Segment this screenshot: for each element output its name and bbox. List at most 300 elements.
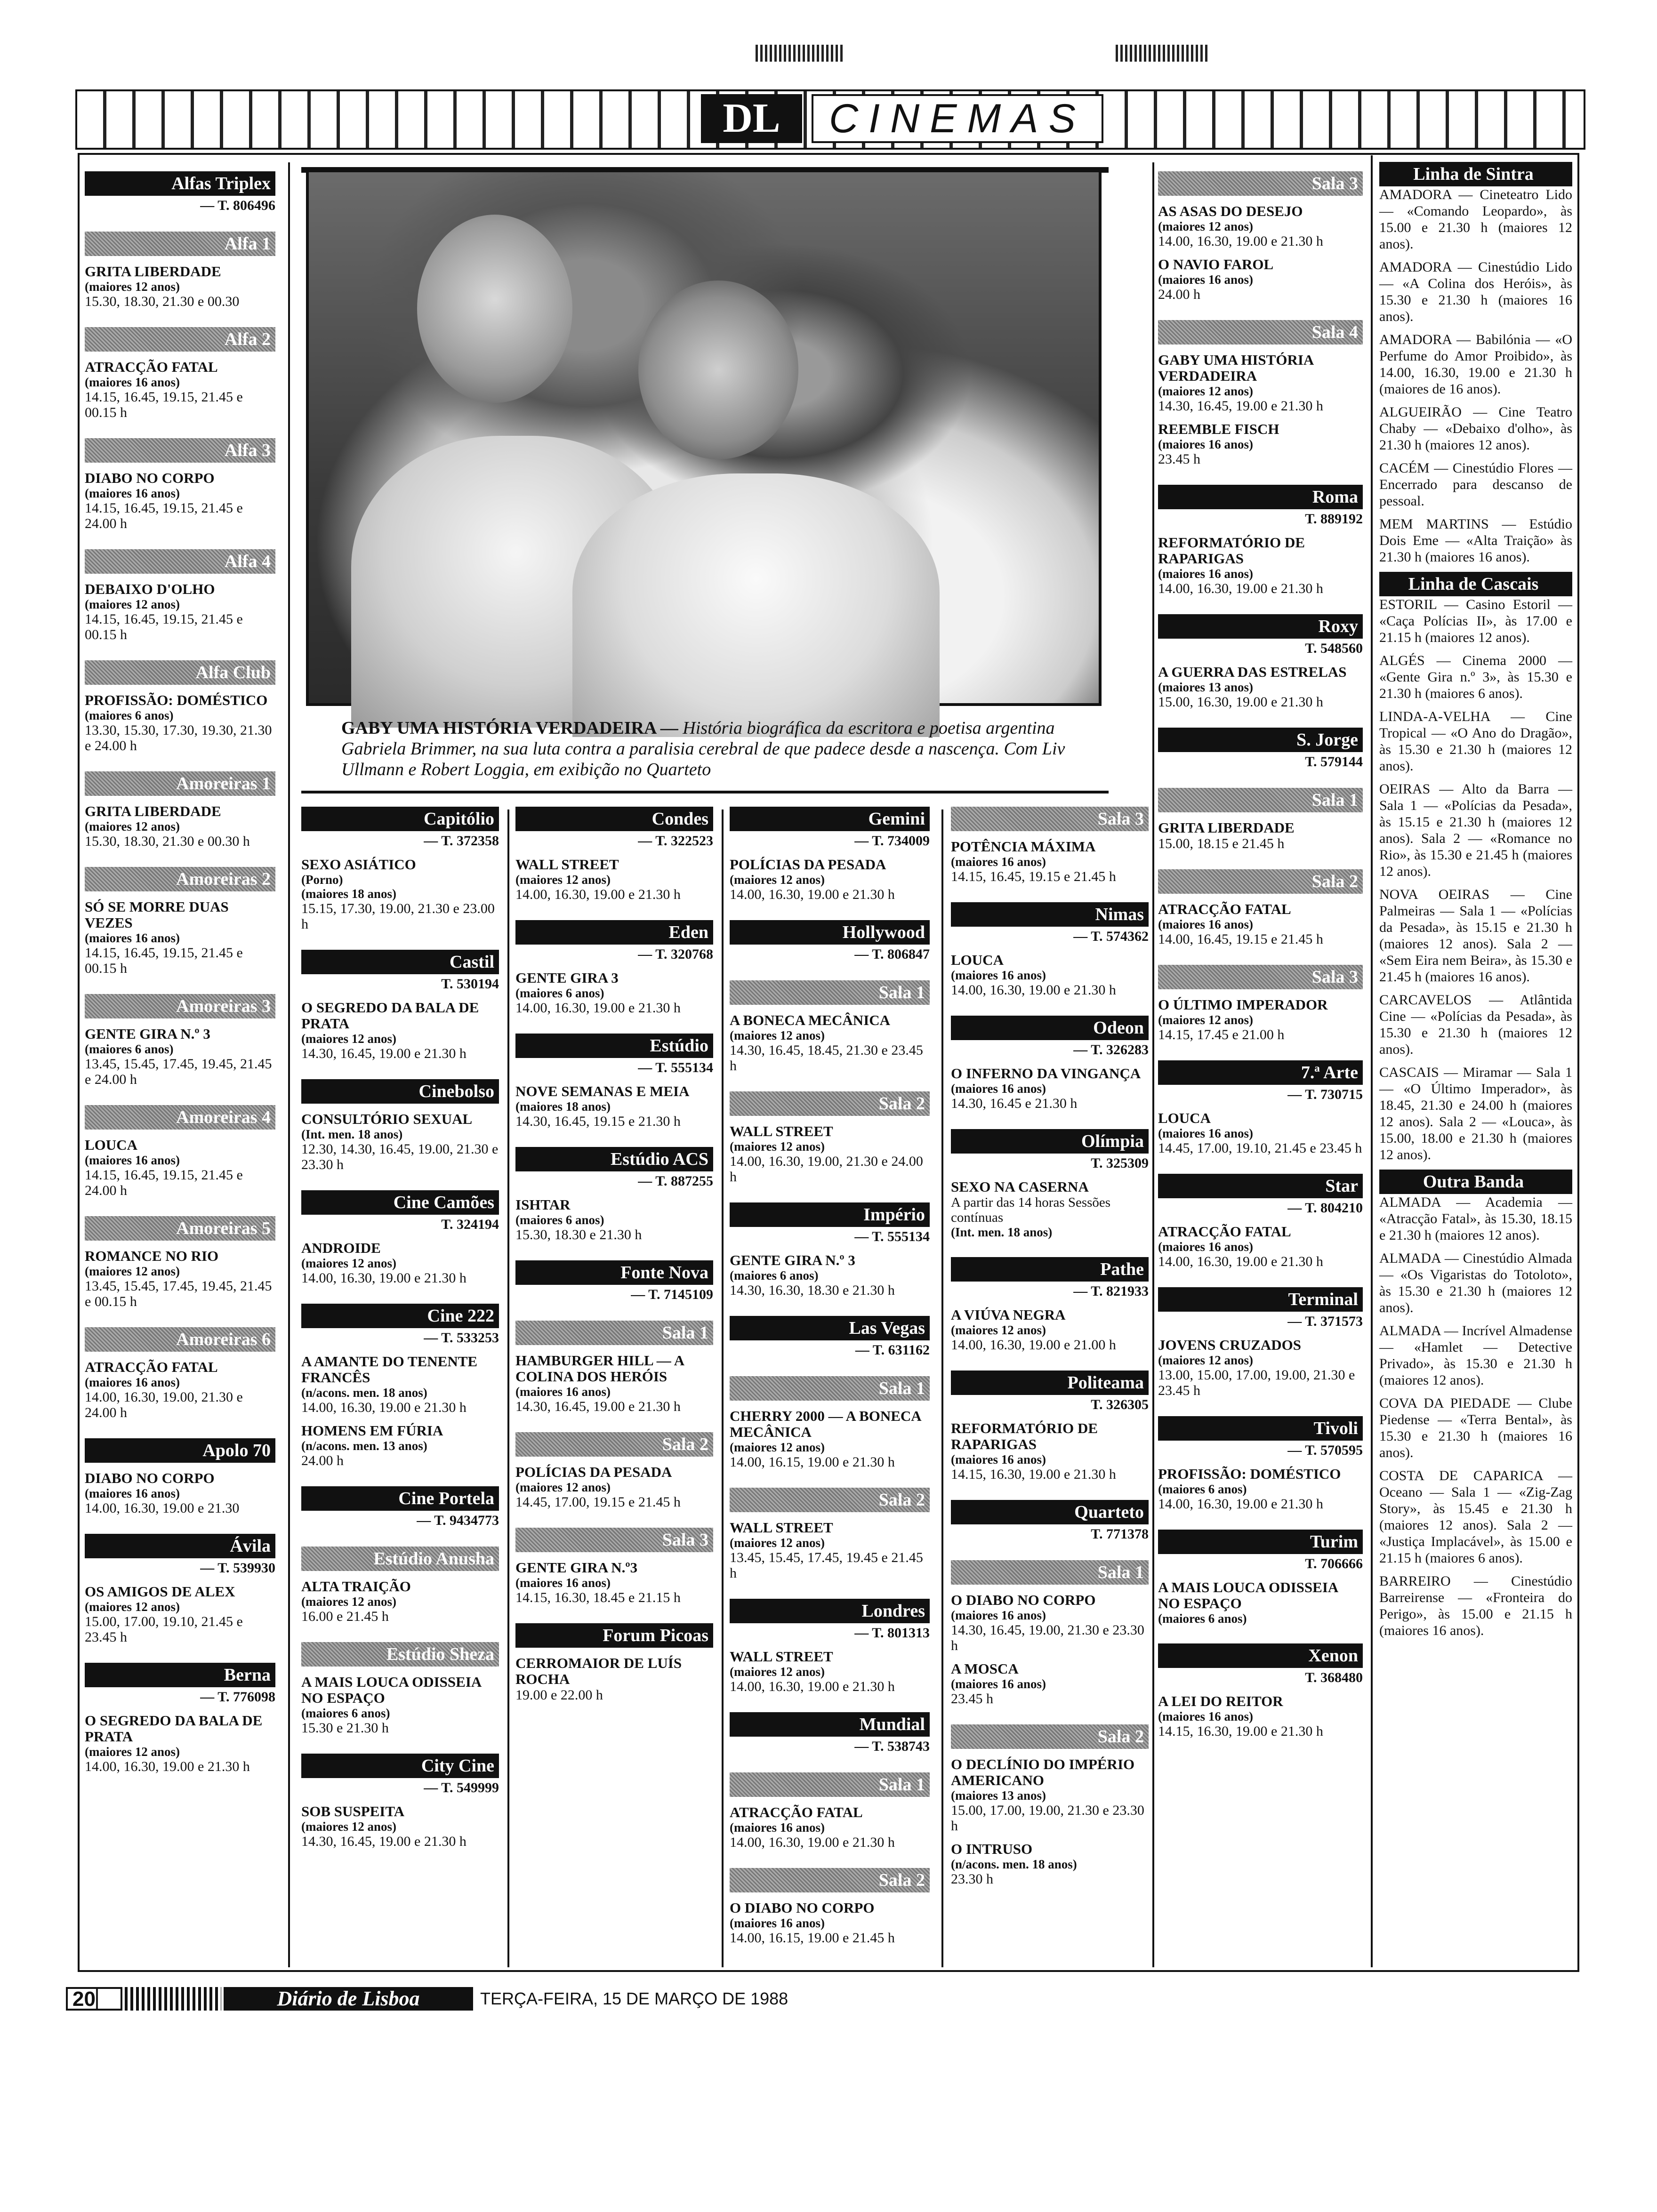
showtimes: 16.00 e 21.45 h xyxy=(301,1609,389,1624)
cinema-phone: T. 324194 xyxy=(441,1217,499,1232)
cinema-name: Sala 3 xyxy=(1158,965,1363,989)
film-title: O DIABO NO CORPO xyxy=(951,1592,1096,1608)
cinema-phone: — T. 555134 xyxy=(638,1060,713,1075)
film-title: A VIÚVA NEGRA xyxy=(951,1306,1066,1323)
cinema-name: Sala 1 xyxy=(730,1376,930,1401)
film-title: O INFERNO DA VINGANÇA xyxy=(951,1065,1141,1082)
cinema-name: City Cine xyxy=(301,1754,499,1778)
age-rating: (maiores 16 anos) xyxy=(1158,567,1253,581)
age-rating: (maiores 12 anos) xyxy=(85,819,180,834)
regional-listing: AMADORA — Cineteatro Lido — «Comando Leopardo», às 15.00 e 21.30 h (maiores 12 anos). xyxy=(1379,187,1572,252)
age-rating: (maiores 12 anos) xyxy=(1158,384,1253,398)
cinema-phone: — T. 320768 xyxy=(638,946,713,962)
age-rating: (n/acons. men. 18 anos) xyxy=(951,1857,1077,1871)
age-rating: (maiores 16 anos) xyxy=(951,1677,1046,1691)
showtimes: 14.30, 16.30, 18.30 e 21.30 h xyxy=(730,1282,895,1298)
masthead-logo: DL xyxy=(701,94,802,143)
cinema-phone: — T. 7145109 xyxy=(631,1287,713,1302)
cinema-listing xyxy=(515,807,713,902)
cinema-phone: — T. 730715 xyxy=(1287,1087,1363,1102)
cinema-name: Gemini xyxy=(730,807,930,831)
cinema-name: 7.ª Arte xyxy=(1158,1060,1363,1085)
cinema-name: Nimas xyxy=(951,902,1149,927)
cinema-listing xyxy=(1158,614,1363,710)
film-title: GENTE GIRA N.º 3 xyxy=(85,1026,210,1042)
cinema-name: Alfa Club xyxy=(85,660,275,685)
cinema-name: Sala 1 xyxy=(730,1772,930,1797)
top-barcode-left xyxy=(756,45,845,62)
showtimes: 14.15, 17.45 e 21.00 h xyxy=(1158,1027,1285,1042)
film-title: NOVE SEMANAS E MEIA xyxy=(515,1083,690,1099)
film-title: O NAVIO FAROL xyxy=(1158,256,1274,272)
showtimes: 14.30, 16.45, 18.45, 21.30 e 23.45 h xyxy=(730,1042,923,1074)
age-rating: (maiores 6 anos) xyxy=(85,708,174,722)
age-rating: (maiores 13 anos) xyxy=(1158,680,1253,694)
age-rating: (maiores 16 anos) xyxy=(85,486,180,500)
showtimes: 14.00, 16.30, 19.00 e 21.30 h xyxy=(1158,581,1323,596)
age-rating: (maiores 12 anos) xyxy=(515,873,611,887)
cinema-name: Sala 2 xyxy=(515,1432,713,1457)
film-title: SEXO NA CASERNA xyxy=(951,1178,1089,1195)
showtimes: 15.15, 17.30, 19.00, 21.30 e 23.00 h xyxy=(301,901,495,932)
cinema-name: Sala 1 xyxy=(951,1560,1149,1585)
film-title: A AMANTE DO TENENTE FRANCÊS xyxy=(301,1353,478,1386)
showtimes: 14.00, 16.30, 19.00 e 21.30 h xyxy=(85,1759,250,1774)
cinema-name: Império xyxy=(730,1202,930,1227)
showtimes: 14.15, 16.45, 19.15 e 21.45 h xyxy=(951,869,1116,884)
regional-listing: OEIRAS — Alto da Barra — Sala 1 — «Polícias da Pesada», às 15.15 e 21.30 h (maiores 12 anos). Sala 2 — «Romance no Rio», às 15.30 e 21.45 h (maiores 12 anos). xyxy=(1379,781,1572,879)
cinema-name: Londres xyxy=(730,1599,930,1623)
showtimes: 14.00, 16.30, 19.00 e 21.30 h xyxy=(951,982,1116,998)
cinema-name: Turim xyxy=(1158,1530,1363,1554)
cinema-listing xyxy=(85,1663,275,1774)
cinema-listing xyxy=(730,807,930,902)
age-rating: (maiores 16 anos) xyxy=(85,931,180,945)
age-rating: (maiores 12 anos) xyxy=(85,1600,180,1614)
showtimes: 14.15, 16.45, 19.15, 21.45 e 00.15 h xyxy=(85,611,243,642)
footer-rule xyxy=(125,1987,221,2011)
showtimes: 14.15, 16.45, 19.15, 21.45 e 24.00 h xyxy=(85,1167,243,1198)
cinema-listing xyxy=(730,1376,930,1470)
cinema-name: S. Jorge xyxy=(1158,728,1363,752)
regional-listing: BARREIRO — Cinestúdio Barreirense — «Fronteira do Perigo», às 15.00 e 21.15 h (maiores 16 anos). xyxy=(1379,1573,1572,1638)
film-title: CHERRY 2000 — A BONECA MECÂNICA xyxy=(730,1408,921,1440)
cinema-phone: — T. 538743 xyxy=(854,1739,930,1754)
showtimes: 14.45, 17.00, 19.15 e 21.45 h xyxy=(515,1494,681,1510)
photo-bottom-rule xyxy=(301,791,1109,793)
showtimes: 14.00, 16.30, 19.00, 21.30 e 24.00 h xyxy=(85,1389,243,1420)
age-rating: (maiores 16 anos) xyxy=(1158,1126,1253,1140)
cinema-name: Apolo 70 xyxy=(85,1438,275,1463)
showtimes: 24.00 h xyxy=(301,1453,344,1468)
cinema-name: Capitólio xyxy=(301,807,499,831)
cinema-listing xyxy=(515,920,713,1016)
cinema-phone: T. 706666 xyxy=(1305,1556,1363,1571)
cinema-name: Cine Camões xyxy=(301,1190,499,1215)
column-divider xyxy=(1152,162,1154,1967)
column-2 xyxy=(301,800,499,1867)
showtimes: 12.30, 14.30, 16.45, 19.00, 21.30 e 23.30 h xyxy=(301,1141,499,1172)
film-title: A MOSCA xyxy=(951,1660,1019,1677)
film-title: WALL STREET xyxy=(515,856,619,873)
age-rating: (maiores 16 anos) xyxy=(951,1082,1046,1096)
cinema-name: Estúdio xyxy=(515,1034,713,1058)
cinema-phone: T. 368480 xyxy=(1305,1670,1363,1685)
age-rating: (maiores 6 anos) xyxy=(1158,1482,1247,1496)
cinema-listing xyxy=(730,1202,930,1298)
cinema-phone: — T. 371573 xyxy=(1287,1314,1363,1329)
film-title: SEXO ASIÁTICO xyxy=(301,856,416,873)
cinema-name: Quarteto xyxy=(951,1500,1149,1524)
cinema-listing xyxy=(85,1216,275,1309)
showtimes: 14.00, 16.30, 19.00 e 21.30 h xyxy=(515,887,681,902)
age-rating: (maiores 12 anos) xyxy=(1158,219,1253,233)
cinema-listing xyxy=(951,1500,1149,1542)
showtimes: 15.30, 18.30, 21.30 e 00.30 h xyxy=(85,834,250,849)
cinema-listing xyxy=(1158,728,1363,770)
film-title: CONSULTÓRIO SEXUAL xyxy=(301,1111,473,1127)
cinema-listing xyxy=(85,994,275,1087)
cinema-name: Alfas Triplex xyxy=(85,171,275,196)
newspaper-name: Diário de Lisboa xyxy=(224,1987,473,2011)
caption-title: GABY UMA HISTÓRIA VERDADEIRA — xyxy=(341,718,678,738)
cinema-name: Forum Picoas xyxy=(515,1623,713,1648)
cinema-name: Mundial xyxy=(730,1712,930,1737)
showtimes: 14.15, 16.30, 19.00 e 21.30 h xyxy=(1158,1723,1323,1739)
cinema-name: Sala 1 xyxy=(515,1321,713,1345)
cinema-listing xyxy=(951,1560,1149,1707)
cinema-listing xyxy=(301,1547,499,1624)
region-header-sintra: Linha de Sintra xyxy=(1379,162,1572,186)
film-title: OS AMIGOS DE ALEX xyxy=(85,1583,235,1600)
regional-listing: AMADORA — Cinestúdio Lido — «A Colina dos Heróis», às 15.30 e 21.30 h (maiores 16 anos). xyxy=(1379,259,1572,324)
age-rating: (maiores 12 anos) xyxy=(85,1745,180,1759)
column-7 xyxy=(1379,155,1572,1645)
photo-figure-left xyxy=(417,215,572,403)
cinema-listing xyxy=(515,1260,713,1303)
cinema-name: Sala 2 xyxy=(730,1091,930,1116)
section-title: CINEMAS xyxy=(812,94,1103,143)
cinema-name: Las Vegas xyxy=(730,1316,930,1340)
cinema-name: Alfa 1 xyxy=(85,232,275,256)
film-title: AS ASAS DO DESEJO xyxy=(1158,203,1303,219)
cinema-name: Sala 1 xyxy=(1158,788,1363,812)
cinema-listing xyxy=(85,660,275,753)
cinema-listing xyxy=(1158,1643,1363,1739)
issue-date: TERÇA-FEIRA, 15 DE MARÇO DE 1988 xyxy=(480,1989,788,2008)
age-rating: (maiores 12 anos) xyxy=(730,1139,825,1154)
showtimes: 14.30, 16.45, 19.00 e 21.30 h xyxy=(301,1834,467,1849)
cinema-listing xyxy=(730,1772,930,1850)
column-divider xyxy=(288,162,290,1967)
showtimes: 15.30, 18.30, 21.30 e 00.30 xyxy=(85,294,240,309)
showtimes: 14.15, 16.30, 19.00 e 21.30 h xyxy=(951,1467,1116,1482)
film-title: ATRACÇÃO FATAL xyxy=(730,1804,863,1820)
column-5 xyxy=(951,800,1149,1905)
showtimes: 14.00, 16.30, 19.00 e 21.30 h xyxy=(515,1000,681,1016)
showtimes: 13.45, 15.45, 17.45, 19.45, 21.45 e 24.00 h xyxy=(85,1056,272,1087)
cinema-listing xyxy=(515,1321,713,1414)
photo-figure-right xyxy=(638,281,798,459)
film-title: ATRACÇÃO FATAL xyxy=(1158,901,1291,917)
cinema-name: Alfa 2 xyxy=(85,327,275,352)
column-divider xyxy=(941,809,943,1967)
showtimes: 13.30, 15.30, 17.30, 19.30, 21.30 e 24.00 h xyxy=(85,722,272,753)
cinema-listing xyxy=(85,549,275,642)
regional-listing: CASCAIS — Miramar — Sala 1 — «O Último Imperador», às 18.45, 21.30 e 24.00 h (maiores 12 anos). Sala 2 — «Louca», às 15.00, 18.00 e 21.30 h (maiores 12 anos). xyxy=(1379,1065,1572,1162)
age-rating: (Int. men. 18 anos) xyxy=(301,1127,403,1141)
age-rating: (maiores 12 anos) xyxy=(730,873,825,887)
age-rating: (maiores 18 anos) xyxy=(301,887,396,901)
film-title: A GUERRA DAS ESTRELAS xyxy=(1158,664,1347,680)
cinema-name: Olímpia xyxy=(951,1129,1149,1154)
age-rating: (maiores 12 anos) xyxy=(301,1595,396,1609)
regional-listing: NOVA OEIRAS — Cine Palmeiras — Sala 1 — «Polícias da Pesada», às 15.15 e 21.30 h (maiores 12 anos). Sala 2 — «Sem Eira nem Beira», às 15.30 e 21.45 h (maiores 16 anos). xyxy=(1379,887,1572,985)
showtimes: 15.30, 18.30 e 21.30 h xyxy=(515,1227,642,1242)
cinema-listing xyxy=(85,1327,275,1420)
cinema-name: Politeama xyxy=(951,1370,1149,1395)
regional-listing: COVA DA PIEDADE — Clube Piedense — «Terra Bental», às 15.30 e 21.30 h (maiores 16 anos). xyxy=(1379,1395,1572,1460)
page-number: 20 xyxy=(66,1987,122,2011)
film-title: PROFISSÃO: DOMÉSTICO xyxy=(1158,1466,1341,1482)
age-rating: (maiores 16 anos) xyxy=(515,1385,611,1399)
age-rating: (maiores 6 anos) xyxy=(301,1706,390,1720)
session-note: A partir das 14 horas Sessões contínuas xyxy=(951,1195,1111,1225)
cinema-name: Cine Portela xyxy=(301,1486,499,1511)
film-title: JOVENS CRUZADOS xyxy=(1158,1337,1302,1353)
film-title: HAMBURGER HILL — A COLINA DOS HERÓIS xyxy=(515,1352,684,1385)
showtimes: 14.30, 16.45, 19.00 e 21.30 h xyxy=(301,1046,467,1061)
top-barcode-right xyxy=(1116,45,1207,62)
cinema-name: Terminal xyxy=(1158,1287,1363,1312)
cinema-listing xyxy=(301,950,499,1061)
cinema-phone: T. 325309 xyxy=(1091,1155,1149,1171)
film-title: O INTRUSO xyxy=(951,1841,1033,1857)
age-rating: (maiores 16 anos) xyxy=(730,1820,825,1835)
cinema-listing xyxy=(301,1079,499,1172)
cinema-name: Odeon xyxy=(951,1016,1149,1040)
film-title: POTÊNCIA MÁXIMA xyxy=(951,838,1096,855)
age-rating: (maiores 16 anos) xyxy=(85,1375,180,1389)
showtimes: 14.00, 16.30, 19.00 e 21.30 h xyxy=(730,1679,895,1694)
cinema-phone: — T. 372358 xyxy=(424,833,499,849)
cinema-listing xyxy=(730,1316,930,1358)
film-title: DIABO NO CORPO xyxy=(85,1470,215,1486)
cinema-name: Roma xyxy=(1158,485,1363,509)
film-still-photo xyxy=(306,169,1102,706)
cinema-name: Tivoli xyxy=(1158,1416,1363,1441)
cinema-name: Cine 222 xyxy=(301,1304,499,1328)
showtimes: 23.45 h xyxy=(951,1691,993,1707)
cinema-listing xyxy=(951,1257,1149,1353)
film-title: A BONECA MECÂNICA xyxy=(730,1012,891,1028)
cinema-listing xyxy=(515,1528,713,1605)
cinema-listing xyxy=(1158,965,1363,1042)
cinema-name: Sala 3 xyxy=(951,807,1149,831)
showtimes: 13.00, 15.00, 17.00, 19.00, 21.30 e 23.45 h xyxy=(1158,1367,1355,1398)
age-rating: (maiores 16 anos) xyxy=(85,1486,180,1500)
showtimes: 14.15, 16.30, 18.45 e 21.15 h xyxy=(515,1590,681,1605)
cinema-name: Estúdio Sheza xyxy=(301,1642,499,1667)
showtimes: 14.00, 16.30, 19.00 e 21.30 h xyxy=(730,887,895,902)
cinema-listing xyxy=(730,1488,930,1581)
film-title: GENTE GIRA N.º3 xyxy=(515,1559,638,1576)
showtimes: 19.00 e 22.00 h xyxy=(515,1687,603,1703)
cinema-listing xyxy=(730,1868,930,1946)
showtimes: 14.15, 16.45, 19.15, 21.45 e 24.00 h xyxy=(85,500,243,531)
cinema-name: Sala 2 xyxy=(730,1868,930,1892)
showtimes: 15.00, 17.00, 19.00, 21.30 e 23.30 h xyxy=(951,1803,1144,1834)
caption-text: História biográfica da escritora e poetisa argentina Gabriela Brimmer, na sua luta contra a paralisia cerebral de que padece desde a nascença. Com Liv Ullmann e Robert Loggia, em exibição no Quarteto xyxy=(341,718,1065,779)
film-title: SOB SUSPEITA xyxy=(301,1803,405,1819)
cinema-phone: — T. 574362 xyxy=(1073,929,1149,944)
age-rating: (maiores 16 anos) xyxy=(730,1916,825,1930)
column-3 xyxy=(515,800,713,1721)
cinema-phone: — T. 776098 xyxy=(200,1689,275,1705)
film-title: REFORMATÓRIO DE RAPARIGAS xyxy=(1158,534,1305,567)
film-title: GRITA LIBERDADE xyxy=(1158,819,1295,836)
cinema-name: Sala 2 xyxy=(1158,869,1363,894)
showtimes: 24.00 h xyxy=(1158,287,1200,302)
cinema-listing xyxy=(730,1599,930,1694)
cinema-name: Amoreiras 1 xyxy=(85,771,275,796)
cinema-name: Estúdio Anusha xyxy=(301,1547,499,1571)
film-title: GRITA LIBERDADE xyxy=(85,803,221,819)
age-rating: (maiores 6 anos) xyxy=(730,1268,819,1282)
cinema-listing xyxy=(951,1129,1149,1239)
cinema-listing xyxy=(301,1754,499,1849)
showtimes: 23.45 h xyxy=(1158,451,1200,467)
film-title: ATRACÇÃO FATAL xyxy=(85,1359,218,1375)
regional-listing: AMADORA — Babilónia — «O Perfume do Amor Proibido», às 14.00, 16.30, 19.00 e 21.30 h (maiores de 16 anos). xyxy=(1379,332,1572,397)
age-rating: (maiores 16 anos) xyxy=(1158,272,1253,287)
showtimes: 14.00, 16.15, 19.00 e 21.45 h xyxy=(730,1930,895,1946)
cinema-phone: — T. 570595 xyxy=(1287,1443,1363,1458)
age-rating: (maiores 12 anos) xyxy=(85,597,180,611)
age-rating: (maiores 6 anos) xyxy=(515,986,604,1000)
regional-listing: ALGÉS — Cinema 2000 — «Gente Gira n.º 3», às 15.30 e 21.30 h (maiores 6 anos). xyxy=(1379,653,1572,701)
cinema-name: Eden xyxy=(515,920,713,945)
cinema-name: Sala 1 xyxy=(730,980,930,1005)
film-title: ISHTAR xyxy=(515,1196,571,1213)
age-rating: (maiores 12 anos) xyxy=(85,1264,180,1278)
cinema-phone: — T. 806496 xyxy=(200,198,275,213)
cinema-listing xyxy=(85,1438,275,1516)
cinema-listing xyxy=(301,1304,499,1468)
film-title: POLÍCIAS DA PESADA xyxy=(515,1464,672,1480)
film-title: O DECLÍNIO DO IMPÉRIO AMERICANO xyxy=(951,1756,1135,1788)
outra-banda-listings xyxy=(1379,1194,1572,1639)
cinema-listing xyxy=(85,867,275,976)
cinema-name: Sala 2 xyxy=(951,1724,1149,1749)
cinema-name: Berna xyxy=(85,1663,275,1687)
cinema-name: Xenon xyxy=(1158,1643,1363,1668)
cinema-phone: — T. 9434773 xyxy=(417,1513,499,1528)
cinema-phone: — T. 821933 xyxy=(1073,1283,1149,1299)
film-title: DEBAIXO D'OLHO xyxy=(85,581,215,597)
age-rating: (maiores 16 anos) xyxy=(951,1452,1046,1467)
showtimes: 14.00, 16.30, 19.00 e 21.30 h xyxy=(730,1835,895,1850)
age-rating: (n/acons. men. 13 anos) xyxy=(301,1439,427,1453)
showtimes: 14.00, 16.30, 19.00 e 21.00 h xyxy=(951,1337,1116,1353)
age-rating: (maiores 12 anos) xyxy=(85,280,180,294)
film-title: A MAIS LOUCA ODISSEIA NO ESPAÇO xyxy=(1158,1579,1338,1611)
age-rating: (n/acons. men. 18 anos) xyxy=(301,1386,427,1400)
film-title: LOUCA xyxy=(85,1137,137,1153)
cinema-phone: T. 771378 xyxy=(1091,1526,1149,1542)
column-6 xyxy=(1158,165,1363,1757)
showtimes: 14.15, 16.45, 19.15, 21.45 e 00.15 h xyxy=(85,389,243,420)
cinema-phone: — T. 734009 xyxy=(854,833,930,849)
film-title: ROMANCE NO RIO xyxy=(85,1248,219,1264)
regional-listing: COSTA DE CAPARICA — Oceano — Sala 1 — «Zig-Zag Story», às 15.45 e 21.30 h (maiores 12 anos). Sala 2 — «Justiça Implacável», às 15.00 e 21.15 h (maiores 6 anos). xyxy=(1379,1468,1572,1566)
age-rating: (maiores 18 anos) xyxy=(515,1099,611,1114)
cinema-listing xyxy=(951,1724,1149,1887)
age-rating: (Int. men. 18 anos) xyxy=(951,1225,1053,1239)
age-rating: (maiores 6 anos) xyxy=(1158,1611,1247,1626)
cinema-phone: — T. 804210 xyxy=(1287,1200,1363,1216)
regional-listing: ALMADA — Academia — «Atracção Fatal», às 15.30, 18.15 e 21.30 h (maiores 12 anos). xyxy=(1379,1194,1572,1243)
column-divider xyxy=(1371,155,1373,1967)
cinema-name: Condes xyxy=(515,807,713,831)
cinema-listing xyxy=(301,807,499,932)
film-title: WALL STREET xyxy=(730,1648,833,1665)
film-title: PROFISSÃO: DOMÉSTICO xyxy=(85,692,268,708)
photo-caption xyxy=(341,718,1104,780)
age-rating: (maiores 16 anos) xyxy=(85,375,180,389)
age-rating: (maiores 12 anos) xyxy=(1158,1353,1253,1367)
age-rating: (maiores 13 anos) xyxy=(951,1788,1046,1803)
age-rating: (maiores 16 anos) xyxy=(951,968,1046,982)
sintra-listings xyxy=(1379,186,1572,565)
cinema-listing xyxy=(730,980,930,1074)
masthead xyxy=(75,89,1585,150)
age-rating: (maiores 12 anos) xyxy=(730,1440,825,1454)
age-rating: (maiores 12 anos) xyxy=(301,1032,396,1046)
film-title: LOUCA xyxy=(951,952,1004,968)
age-rating: (maiores 12 anos) xyxy=(301,1819,396,1834)
showtimes: 13.45, 15.45, 17.45, 19.45, 21.45 e 00.15 h xyxy=(85,1278,272,1309)
age-rating: (maiores 12 anos) xyxy=(301,1256,396,1270)
cinema-name: Amoreiras 6 xyxy=(85,1327,275,1352)
cinema-name: Sala 4 xyxy=(1158,320,1363,345)
cinema-name: Fonte Nova xyxy=(515,1260,713,1285)
film-title: A LEI DO REITOR xyxy=(1158,1693,1283,1709)
cinema-name: Hollywood xyxy=(730,920,930,945)
photo-garment-right xyxy=(572,473,940,737)
cinema-phone: T. 889192 xyxy=(1305,511,1363,527)
cinema-phone: — T. 326283 xyxy=(1073,1042,1149,1058)
cinema-name: Ávila xyxy=(85,1534,275,1558)
column-4 xyxy=(730,800,930,1964)
age-rating: (maiores 16 anos) xyxy=(515,1576,611,1590)
showtimes: 15.30 e 21.30 h xyxy=(301,1720,389,1736)
region-header-cascais: Linha de Cascais xyxy=(1379,572,1572,596)
showtimes: 14.30, 16.45 e 21.30 h xyxy=(951,1096,1078,1111)
cinema-listing xyxy=(951,1370,1149,1482)
film-title: ATRACÇÃO FATAL xyxy=(1158,1223,1291,1240)
column-divider xyxy=(722,809,724,1967)
film-title: GENTE GIRA 3 xyxy=(515,970,619,986)
cinema-phone: — T. 549999 xyxy=(424,1780,499,1795)
cinema-listing xyxy=(951,1016,1149,1111)
cinema-name: Sala 2 xyxy=(730,1488,930,1512)
cinema-phone: T. 326305 xyxy=(1091,1397,1149,1412)
column-divider xyxy=(507,809,509,1967)
cinema-listing xyxy=(730,1712,930,1755)
cinema-listing xyxy=(515,1432,713,1510)
cinema-listing xyxy=(85,171,275,214)
